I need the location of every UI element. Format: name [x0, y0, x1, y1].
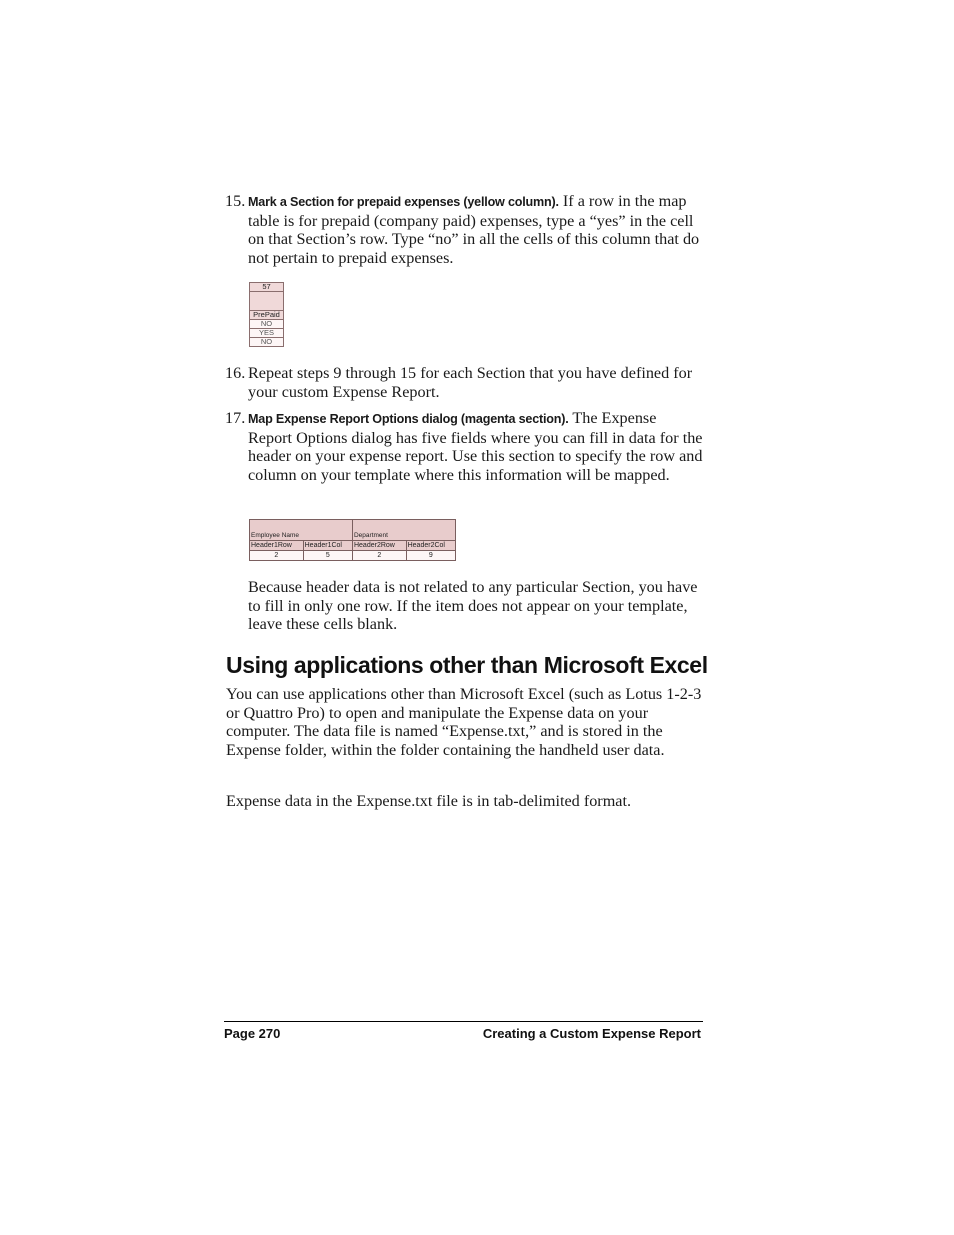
step-number-15: 15. — [225, 192, 246, 210]
header-group-department: Department — [352, 520, 455, 541]
header-value: 5 — [303, 551, 352, 561]
prepaid-spacer-cell — [250, 292, 284, 311]
section-heading: Using applications other than Microsoft Excel — [226, 652, 708, 678]
step-number-16: 16. — [225, 364, 246, 382]
step-15-text — [248, 192, 704, 267]
step-15-lead: Mark a Section for prepaid expenses (yellow column). — [248, 195, 559, 209]
step-17-lead: Map Expense Report Options dialog (magenta section). — [248, 412, 569, 426]
header-col-label: Header1Col — [303, 541, 352, 551]
prepaid-row-1: NO — [250, 320, 284, 329]
prepaid-header: PrePaid — [250, 311, 284, 320]
header-col-label: Header1Row — [250, 541, 304, 551]
prepaid-col-number: 57 — [250, 283, 284, 292]
prepaid-row-3: NO — [250, 338, 284, 347]
header-value: 2 — [250, 551, 304, 561]
prepaid-row-2: YES — [250, 329, 284, 338]
footer-rule — [224, 1021, 703, 1022]
section-paragraph-2: Expense data in the Expense.txt file is in tab-delimited format. — [226, 792, 632, 810]
footer-page-number: Page 270 — [224, 1026, 281, 1041]
header-col-label: Header2Col — [406, 541, 455, 551]
section-paragraph-1: You can use applications other than Microsoft Excel (such as Lotus 1-2-3 or Quattro Pro) to open and manipulate the Expense data on your computer. The data file is named “Expense.txt,” and is stored in the Expense folder, within the folder containing the handheld user data. — [226, 685, 702, 759]
header-group-employee-name: Employee Name — [250, 520, 353, 541]
step-15-body: If a row in the map table is for prepaid (company paid) expenses, type a “yes” in the cell on that Section’s row. Type “no” in all the cells of this column that do not pertain to prepaid expenses. — [248, 192, 700, 267]
header-value: 2 — [352, 551, 406, 561]
header-value: 9 — [406, 551, 455, 561]
footer-chapter-title: Creating a Custom Expense Report — [482, 1026, 701, 1041]
step-17-body: The Expense Report Options dialog has five fields where you can fill in data for the header on your expense report. Use this section to specify the row and column on your template where this information will be mapped. — [248, 409, 703, 484]
step-16-text: Repeat steps 9 through 15 for each Section that you have defined for your custom Expense Report. — [248, 364, 693, 401]
header-mapping-table — [249, 519, 456, 561]
step-17-text — [248, 409, 704, 484]
step-17-note: Because header data is not related to any particular Section, you have to fill in only one row. If the item does not appear on your template, leave these cells blank. — [248, 578, 698, 634]
prepaid-column-table — [249, 282, 284, 347]
header-col-label: Header2Row — [352, 541, 406, 551]
step-number-17: 17. — [225, 409, 246, 427]
